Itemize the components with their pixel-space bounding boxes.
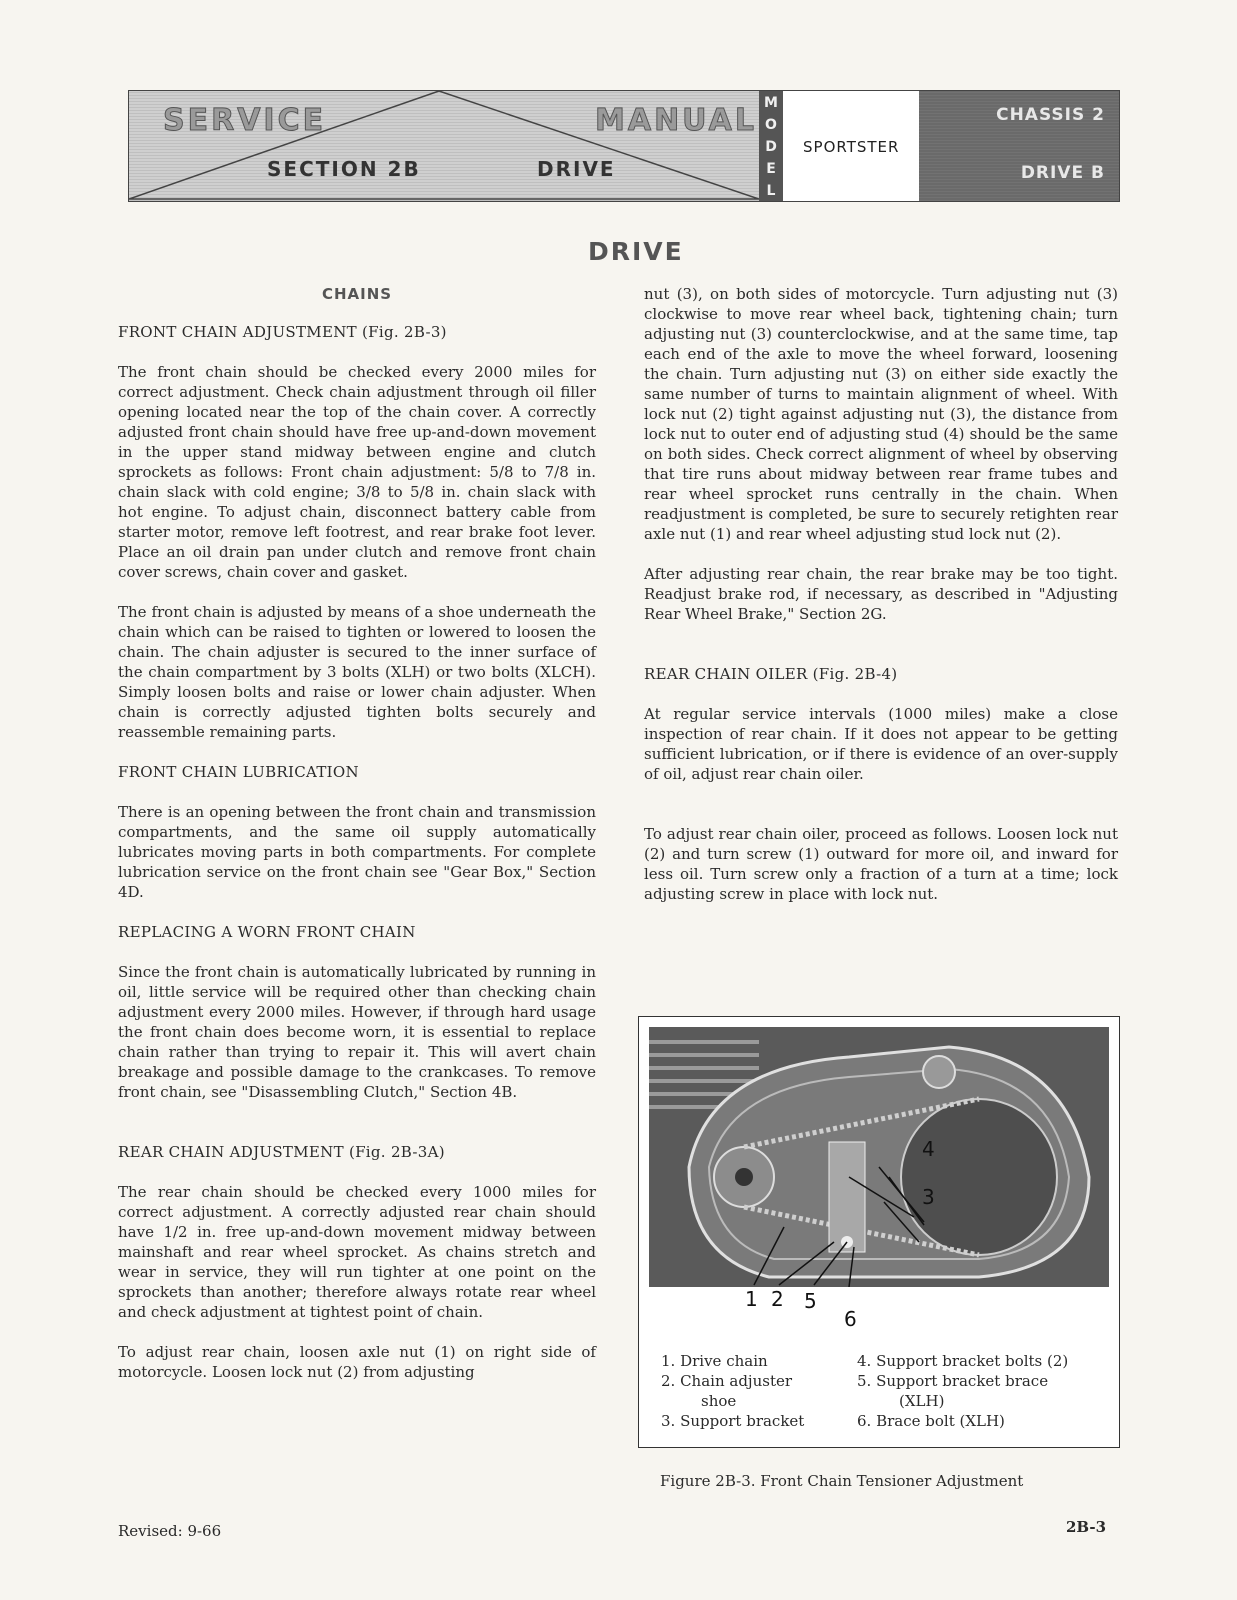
legend-item: (XLH) [899, 1392, 945, 1410]
rear-oiler-paragraph-2: To adjust rear chain oiler, proceed as follows. Loosen lock nut (2) and turn screw (1) outward for more oil, and inward for less oil. Turn screw only a fraction of a turn at a time; lock adjusting screw in place with lock nut. [644, 825, 1118, 903]
legend-item: 3. Support bracket [661, 1412, 805, 1430]
model-letter: L [766, 183, 776, 199]
rear-adjustment-paragraph-3: After adjusting rear chain, the rear brake may be too tight. Readjust brake rod, if necessary, as described in "Adjusting Rear Wheel Brake," Section 2G. [644, 565, 1118, 623]
rear-adjustment-continued: nut (3), on both sides of motorcycle. Turn adjusting nut (3) clockwise to move rear wheel back, tightening chain; turn adjusting nut (3) counterclockwise, and at the same time, tap each end of the axle to move the wheel forward, loosening the chain. Turn adjusting nut (3) on either side exactly the same number of turns to maintain alignment of wheel. With lock nut (2) tight against adjusting nut (3), the distance from lock nut to outer end of adjusting stud (4) should be the same on both sides. Check correct alignment of wheel by observing that tire runs about midway between rear frame tubes and rear wheel sprocket runs centrally in the chain. When readjustment is completed, be sure to securely retighten rear axle nut (1) and rear wheel adjusting stud lock nut (2). [644, 285, 1118, 543]
legend-item: 5. Support bracket brace [857, 1372, 1049, 1390]
banner-model-strip [759, 91, 783, 201]
legend-item: 2. Chain adjuster [661, 1372, 793, 1390]
revised-date: Revised: 9-66 [118, 1522, 222, 1540]
front-adjustment-paragraph-2: The front chain is adjusted by means of a shoe underneath the chain which can be raised to tighten or lowered to loosen the chain. The chain adjuster is secured to the inner surface of the chain compartment by 3 bolts (XLH) or two bolts (XLCH). Simply loosen bolts and raise or lower chain adjuster. When chain is correctly adjusted tighten bolts securely and reassemble remaining parts. [118, 603, 596, 741]
figure-caption: Figure 2B-3. Front Chain Tensioner Adjustment [660, 1472, 1024, 1490]
figure-2b-3 [638, 1016, 1120, 1448]
left-column [118, 284, 596, 1382]
banner-model-name: SPORTSTER [803, 138, 900, 156]
legend-item: shoe [701, 1392, 737, 1410]
rear-adjustment-paragraph-2: To adjust rear chain, loosen axle nut (1) on right side of motorcycle. Loosen lock nut (2) from adjusting [118, 1343, 596, 1381]
chains-heading: CHAINS [321, 285, 393, 303]
front-adjustment-heading: FRONT CHAIN ADJUSTMENT (Fig. 2B-3) [118, 323, 447, 341]
model-letter: E [766, 161, 776, 177]
right-column [644, 284, 1118, 904]
header-banner [128, 90, 1120, 202]
legend-item: 6. Brace bolt (XLH) [857, 1412, 1005, 1430]
rear-adjustment-heading: REAR CHAIN ADJUSTMENT (Fig. 2B-3A) [118, 1143, 445, 1161]
banner-section: SECTION 2B [267, 157, 421, 181]
page-number: 2B-3 [1066, 1518, 1107, 1536]
rear-oiler-heading: REAR CHAIN OILER (Fig. 2B-4) [644, 665, 898, 683]
callout-5: 5 [804, 1289, 817, 1313]
replacing-chain-heading: REPLACING A WORN FRONT CHAIN [118, 923, 416, 941]
rear-adjustment-paragraph-1: The rear chain should be checked every 1000 miles for correct adjustment. A correctly adjusted rear chain should have 1/2 in. free up-and-down movement midway between mainshaft and rear wheel sprocket. As chains stretch and wear in service, they will run tighter at one point on the sprockets than another; therefore always rotate rear wheel and check adjustment at tightest point of chain. [118, 1183, 596, 1321]
banner-drive: DRIVE [537, 157, 616, 181]
banner-service: SERVICE [163, 103, 327, 138]
front-adjustment-paragraph-1: The front chain should be checked every 2000 miles for correct adjustment. Check chain adjustment through oil filler opening located near the top of the chain cover. A correctly adjusted front chain should have free up-and-down movement in the upper stand midway between engine and clutch sprockets as follows: Front chain adjustment: 5/8 to 7/8 in. chain slack with cold engine; 3/8 to 5/8 in. chain slack with hot engine. To adjust chain, disconnect battery cable from starter motor, remove left footrest, and rear brake foot lever. Place an oil drain pan under clutch and remove front chain cover screws, chain cover and gasket. [118, 363, 596, 581]
banner-chassis: CHASSIS 2 [996, 105, 1105, 125]
front-lubrication-heading: FRONT CHAIN LUBRICATION [118, 763, 359, 781]
legend-item: 4. Support bracket bolts (2) [857, 1352, 1069, 1370]
legend-left-column [661, 1351, 804, 1431]
model-letter: M [764, 95, 778, 111]
replacing-chain-paragraph: Since the front chain is automatically lubricated by running in oil, little service will be required other than checking chain adjustment every 2000 miles. However, if through hard usage the front chain does become worn, it is essential to replace chain rather than trying to repair it. This will avert chain breakage and possible damage to the crankcases. To remove front chain, see "Disassembling Clutch," Section 4B. [118, 963, 596, 1101]
callout-3: 3 [922, 1185, 935, 1209]
page-title: DRIVE [588, 237, 684, 266]
callout-2: 2 [771, 1287, 784, 1311]
engine-photo [649, 1027, 1109, 1287]
rear-oiler-paragraph-1: At regular service intervals (1000 miles) make a close inspection of rear chain. If it does not appear to be getting sufficient lubrication, or if there is evidence of an over-supply of oil, adjust rear chain oiler. [644, 705, 1118, 783]
callout-4: 4 [922, 1137, 935, 1161]
banner-right-panel [919, 91, 1119, 201]
banner-manual: MANUAL [595, 103, 757, 138]
front-lubrication-paragraph: There is an opening between the front chain and transmission compartments, and the same oil supply automatically lubricates moving parts in both compartments. For complete lubrication service on the front chain see "Gear Box," Section 4D. [118, 803, 596, 901]
model-letter: O [765, 117, 777, 133]
legend-right-column [857, 1351, 1068, 1431]
model-letter: D [765, 139, 777, 155]
legend-item: 1. Drive chain [661, 1352, 768, 1370]
callout-1: 1 [745, 1287, 758, 1311]
banner-left-panel [129, 91, 759, 201]
banner-drive-b: DRIVE B [1020, 163, 1105, 183]
callout-6: 6 [844, 1307, 857, 1331]
